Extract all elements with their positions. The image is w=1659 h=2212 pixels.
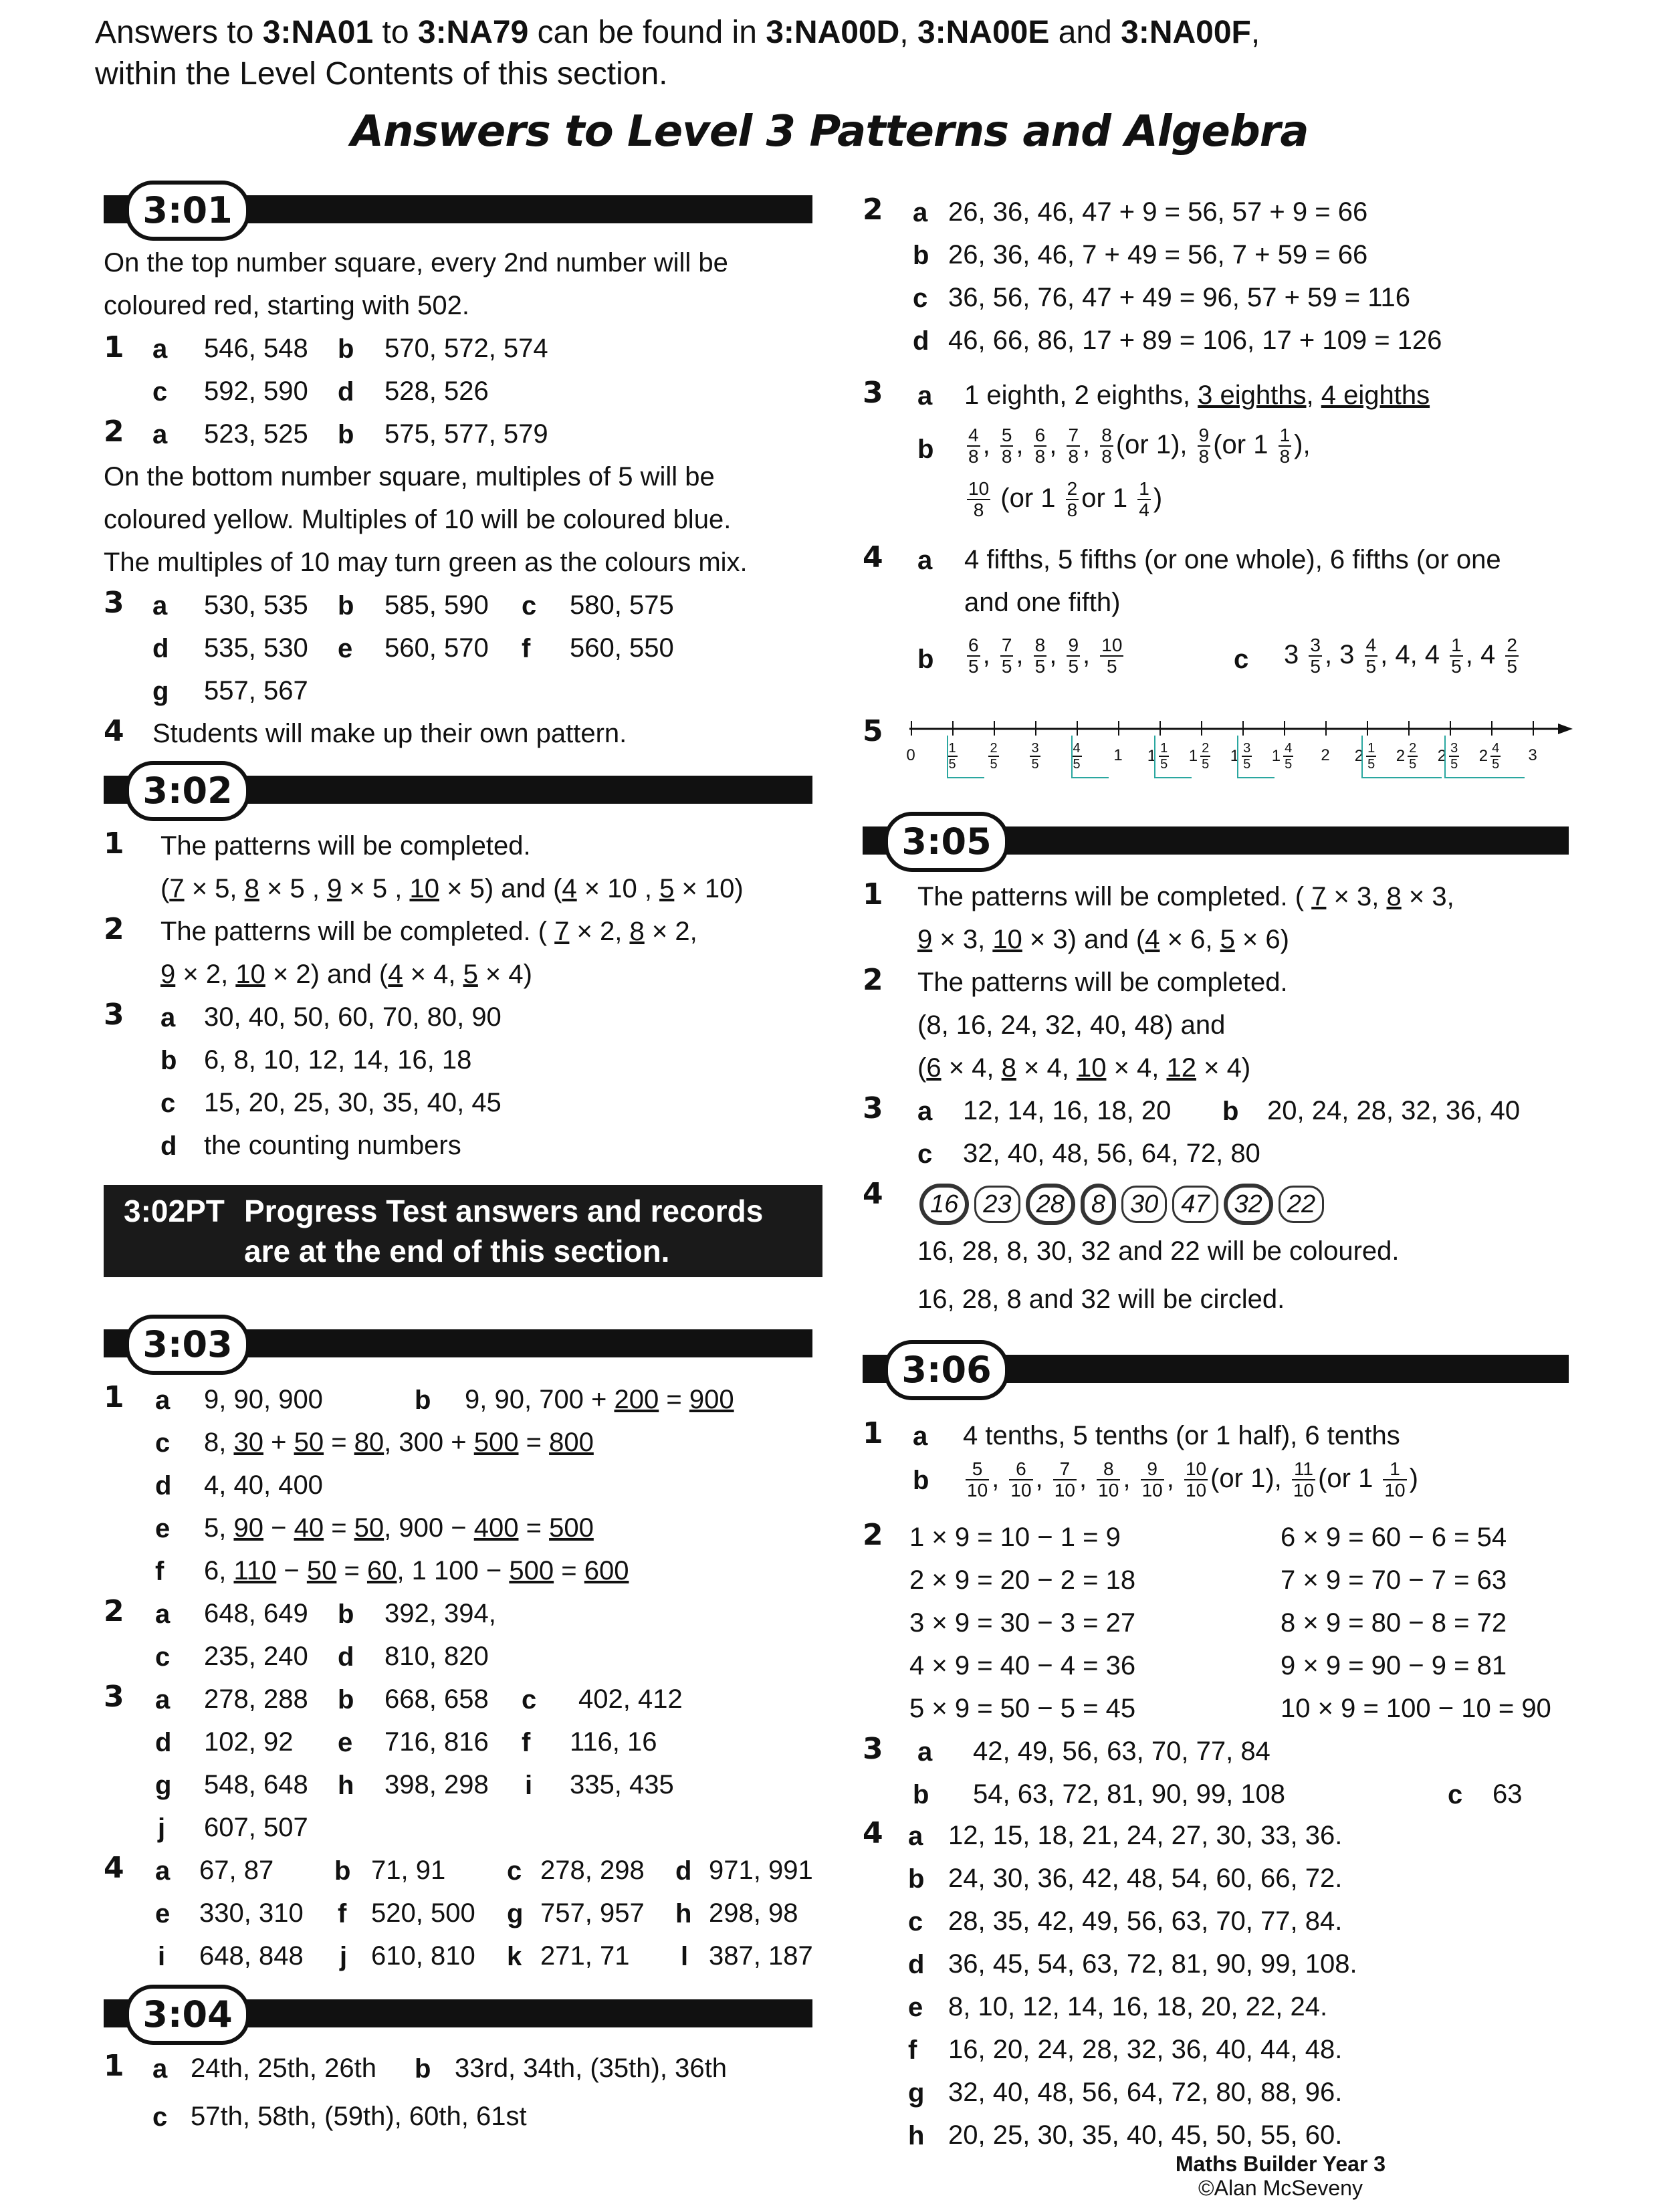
answer: 26, 36, 46, 7 + 49 = 56, 7 + 59 = 66 [948,240,1368,269]
answer: 54, 63, 72, 81, 90, 99, 108 [973,1779,1286,1809]
equation: 7 × 9 = 70 − 7 = 63 [1281,1565,1507,1595]
tick-label: 2 $\frac{3}{5}$ [1437,741,1458,772]
answer: 271, 71 [540,1941,630,1971]
answer: 298, 98 [709,1898,798,1928]
number-oval: 22 [1279,1186,1324,1223]
answer: 20, 24, 28, 32, 36, 40 [1267,1096,1521,1125]
number-oval: 23 [974,1186,1020,1223]
answer: 335, 435 [570,1770,674,1799]
tick [1491,721,1492,736]
intro-text: Answers to [95,15,263,50]
letter: j [340,1942,348,1971]
answer: 546, 548 [204,334,308,363]
answer: 3 $\frac{3}{5}$ , 3 $\frac{4}{5}$ , 4, 4 $\frac{1}{5}$ , 4 $\frac{2}{5}$ [1284,635,1517,677]
answer: $\frac{6}{5}$ , $\frac{7}{5}$ , $\frac{8}{5}$ , $\frac{9}{5}$ , $\frac{10}{5}$ [968,635,1123,677]
answer: $\frac{10}{8}$ (or 1 $\frac{2}{8}$ or 1 $\frac{1}{4}$ ) [968,478,1163,521]
tick [1159,721,1161,736]
question-number: 1 [104,1380,124,1414]
tick [1284,721,1285,736]
equation: 9 × 9 = 90 − 9 = 81 [1281,1651,1507,1680]
answer: 102, 92 [204,1727,294,1757]
section-label: 3:03 [125,1315,250,1375]
tick [1367,721,1368,736]
answer: 580, 575 [570,590,674,620]
question-number: 1 [104,826,124,861]
answer: The patterns will be completed. ( 7 × 3, 8 × 3, [917,882,1454,911]
question-number: 1 [104,330,124,364]
tick [1450,721,1451,736]
letter: a [155,1685,171,1715]
intro-code: 3:NA79 [417,15,529,50]
letter: b [160,1046,177,1075]
equation: 2 × 9 = 20 − 2 = 18 [909,1565,1136,1595]
intro-code: 3:NA00E [917,15,1050,50]
letter: f [522,1728,531,1757]
letter: f [155,1557,164,1586]
letter: c [913,284,928,313]
answer: 330, 310 [199,1898,304,1928]
question-number: 3 [104,998,124,1032]
tick-label: $\frac{1}{5}$ [948,741,956,772]
letter: g [908,2078,925,2108]
answer: $\frac{5}{10}$ , $\frac{6}{10}$ , $\frac{7}{10}$ , $\frac{8}{10}$ , $\frac{9}{10}$ , $\frac{10}{10}$ (or 1), $\frac{11}{10}$ (or 1 $\frac{1}{10}$ ) [967,1458,1418,1501]
answer: 592, 590 [204,376,308,406]
tick-label: $\frac{2}{5}$ [990,741,998,772]
equation: 3 × 9 = 30 − 3 = 27 [909,1608,1136,1638]
letter: a [913,1422,928,1451]
answer: 560, 550 [570,633,674,663]
answer: 116, 16 [570,1727,657,1757]
question-number: 1 [863,877,883,911]
letter: b [908,1864,925,1894]
text-line: The multiples of 10 may turn green as the colours mix. [104,548,748,577]
answer: 560, 570 [384,633,489,663]
letter: a [160,1003,176,1032]
section-label: 3:02 [125,761,250,821]
question-number: 3 [863,1732,883,1766]
answer: (7 × 5, 8 × 5 , 9 × 5 , 10 × 5) and (4 × 10 , 5 × 10) [160,874,744,903]
answer: (8, 16, 24, 32, 40, 48) and [917,1010,1226,1040]
answer: 1 eighth, 2 eighths, 3 eighths, 4 eighths [964,380,1430,410]
letter: e [338,1728,353,1757]
letter: b [917,645,934,674]
letter: d [155,1728,172,1757]
letter: a [155,1386,171,1415]
intro-text: can be found in [528,15,766,50]
tick [1035,721,1036,736]
letter: c [155,1642,171,1672]
answer: 8, 10, 12, 14, 16, 18, 20, 22, 24. [948,1992,1328,2021]
answer: 9 × 2, 10 × 2) and (4 × 4, 5 × 4) [160,960,532,989]
answer: 8, 30 + 50 = 80, 300 + 500 = 800 [204,1428,594,1457]
answer: 9, 90, 900 [204,1385,323,1414]
answer: 32, 40, 48, 56, 64, 72, 80 [963,1139,1260,1168]
answer: 24, 30, 36, 42, 48, 54, 60, 66, 72. [948,1864,1343,1893]
tick [911,721,912,736]
question-number: 4 [863,1177,883,1211]
letter: g [507,1899,524,1928]
highlight-bracket [1444,736,1525,778]
page-title: Answers to Level 3 Patterns and Algebra [350,107,1309,156]
answer: 810, 820 [384,1642,489,1671]
answer: The patterns will be completed. [917,968,1288,997]
letter: c [1448,1780,1463,1809]
answer: the counting numbers [204,1131,461,1160]
letter: a [152,591,168,621]
answer: 32, 40, 48, 56, 64, 72, 80, 88, 96. [948,2078,1343,2107]
answer: 57th, 58th, (59th), 60th, 61st [191,2102,527,2131]
answer: 648, 649 [204,1599,308,1628]
answer: 402, 412 [578,1684,683,1714]
answer: Students will make up their own pattern. [152,719,627,748]
letter: c [1234,645,1249,674]
answer: 607, 507 [204,1813,308,1842]
progress-test-line: are at the end of this section. [244,1234,670,1268]
letter: h [675,1899,692,1928]
answer: 528, 526 [384,376,489,406]
letter: e [908,1993,923,2022]
equation: 10 × 9 = 100 − 10 = 90 [1281,1694,1551,1723]
tick-label: 2 $\frac{4}{5}$ [1478,741,1500,772]
letter: c [917,1139,933,1169]
answer: 392, 394, [384,1599,496,1628]
letter: f [522,634,531,663]
letter: e [155,1514,171,1543]
letter: c [522,591,537,621]
answer: 16, 28, 8 and 32 will be circled. [917,1285,1285,1314]
letter: b [338,1599,354,1629]
letter: b [338,420,354,449]
highlight-bracket [947,736,984,778]
letter: b [415,1386,431,1415]
question-number: 2 [104,1594,124,1628]
section-bar-3-05 [863,820,1569,863]
answer: 235, 240 [204,1642,308,1671]
section-bar-3-06 [863,1349,1569,1391]
tick-label: 1 $\frac{1}{5}$ [1147,741,1168,772]
intro-code: 3:NA00F [1121,15,1251,50]
letter: h [908,2121,925,2150]
tick-label: 1 [1113,746,1123,764]
letter: b [1222,1097,1239,1126]
question-number: 4 [104,1851,124,1885]
number-oval: 28 [1026,1184,1075,1225]
letter: a [152,2054,168,2084]
question-number: 3 [104,586,124,620]
highlight-bracket [1154,736,1192,778]
question-number: 3 [863,1091,883,1125]
letter: j [158,1813,166,1843]
letter: b [334,1856,351,1886]
letter: c [908,1907,923,1937]
letter: a [917,1737,933,1767]
answer: 12, 15, 18, 21, 24, 27, 30, 33, 36. [948,1821,1343,1850]
answer: 575, 577, 579 [384,419,548,449]
letter: l [681,1942,689,1971]
answer: 523, 525 [204,419,308,449]
answer: 9 × 3, 10 × 3) and (4 × 6, 5 × 6) [917,925,1289,954]
intro-text: , [899,15,917,50]
answer: 716, 816 [384,1727,489,1757]
answer: 6, 110 − 50 = 60, 1 100 − 500 = 600 [204,1556,629,1585]
text-line: coloured red, starting with 502. [104,291,469,320]
answer: 67, 87 [199,1856,274,1885]
letter: a [917,381,933,411]
answer: (6 × 4, 8 × 4, 10 × 4, 12 × 4) [917,1053,1251,1083]
tick [1077,721,1078,736]
answer: 71, 91 [371,1856,446,1885]
tick-label: 1 $\frac{2}{5}$ [1188,741,1210,772]
letter: d [675,1856,692,1886]
answer: 535, 530 [204,633,308,663]
letter: b [913,241,929,270]
answer: 12, 14, 16, 18, 20 [963,1096,1172,1125]
question-number: 1 [863,1416,883,1450]
letter: d [908,1950,925,1979]
number-oval: 8 [1081,1184,1116,1225]
question-number: 2 [104,912,124,946]
letter: d [338,1642,354,1672]
text-line: On the top number square, every 2nd number will be [104,248,728,278]
letter: a [155,1599,171,1629]
answer: 757, 957 [540,1898,645,1928]
answer: 398, 298 [384,1770,489,1799]
tick-label: 3 [1528,746,1537,764]
question-number: 4 [863,1816,883,1850]
tick [1201,721,1202,736]
answer: 42, 49, 56, 63, 70, 77, 84 [973,1737,1270,1766]
equation: 6 × 9 = 60 − 6 = 54 [1281,1523,1507,1552]
letter: c [152,2102,168,2132]
answer: 278, 298 [540,1856,645,1885]
answer: and one fifth) [964,588,1121,617]
highlight-bracket [1361,736,1442,778]
letter: e [338,634,353,663]
answer: 4 tenths, 5 tenths (or 1 half), 6 tenths [963,1421,1400,1450]
answer: 585, 590 [384,590,489,620]
answer: 530, 535 [204,590,308,620]
letter: b [913,1780,929,1809]
letter: i [158,1942,166,1971]
highlight-bracket [1071,736,1109,778]
intro-code: 3:NA00D [766,15,900,50]
number-oval: 30 [1121,1186,1167,1223]
answer: 9, 90, 700 + 200 = 900 [465,1385,734,1414]
number-ovals [919,1184,1329,1225]
answer: 610, 810 [371,1941,475,1971]
letter: c [155,1428,171,1458]
answer: 28, 35, 42, 49, 56, 63, 70, 77, 84. [948,1906,1343,1936]
question-number: 3 [104,1680,124,1714]
section-bar-3-02 [104,770,812,812]
letter: f [338,1899,347,1928]
section-label: 3:05 [884,812,1009,872]
tick-label: $\frac{4}{5}$ [1073,741,1081,772]
tick-label: 1 $\frac{4}{5}$ [1271,741,1293,772]
highlight-bracket [1237,736,1275,778]
letter: b [415,2054,431,2084]
tick [994,721,995,736]
answer: 387, 187 [709,1941,813,1971]
answer: 557, 567 [204,676,308,705]
answer: 278, 288 [204,1684,308,1714]
intro-text: to [373,15,418,50]
section-bar-3-03 [104,1323,812,1365]
letter: i [525,1771,533,1800]
intro-line2: within the Level Contents of this section. [95,56,668,92]
number-oval: 16 [919,1184,969,1225]
footer-book: Maths Builder Year 3 [1175,2152,1386,2176]
number-oval: 32 [1224,1184,1273,1225]
tick-label: 1 $\frac{3}{5}$ [1230,741,1251,772]
intro-text: and [1049,15,1121,50]
letter: c [160,1089,176,1118]
letter: c [507,1856,522,1886]
tick-label: 2 [1321,746,1330,764]
progress-test-box [104,1185,822,1277]
tick [952,721,954,736]
answer: 63 [1492,1779,1523,1809]
question-number: 3 [863,376,883,410]
question-number: 2 [104,415,124,449]
answer: 971, 991 [709,1856,813,1885]
tick-label: $\frac{3}{5}$ [1031,741,1039,772]
section-label: 3:01 [125,181,250,241]
answer: 4, 40, 400 [204,1470,323,1500]
answer: The patterns will be completed. [160,831,531,861]
letter: b [338,1685,354,1715]
equation: 4 × 9 = 40 − 4 = 36 [909,1651,1136,1680]
letter: a [152,420,168,449]
intro-text: , [1250,15,1260,50]
letter: e [155,1899,171,1928]
tick [1242,721,1244,736]
tick [1325,721,1327,736]
number-oval: 47 [1172,1186,1218,1223]
intro-code: 3:NA01 [262,15,374,50]
section-bar-3-04 [104,1993,812,2035]
letter: a [908,1821,923,1851]
answer: 548, 648 [204,1770,308,1799]
section-label: 3:06 [884,1340,1009,1400]
answer: 520, 500 [371,1898,475,1928]
answer: 26, 36, 46, 47 + 9 = 56, 57 + 9 = 66 [948,197,1368,227]
letter: d [152,634,169,663]
section-label: 3:04 [125,1985,250,2045]
answer: 33rd, 34th, (35th), 36th [455,2054,727,2083]
letter: d [155,1471,172,1501]
answer: 20, 25, 30, 35, 40, 45, 50, 55, 60. [948,2120,1343,2150]
tick-label: 2 $\frac{1}{5}$ [1354,741,1375,772]
tick [1408,721,1410,736]
answer: 648, 848 [199,1941,304,1971]
answer: 5, 90 − 40 = 50, 900 − 400 = 500 [204,1513,594,1543]
equation: 5 × 9 = 50 − 5 = 45 [909,1694,1136,1723]
letter: d [338,377,354,407]
letter: b [338,334,354,364]
question-number: 2 [863,1518,883,1552]
question-number: 1 [104,2049,124,2083]
footer-author: ©Alan McSeveny [1198,2176,1363,2200]
letter: d [160,1131,177,1161]
progress-test-code: 3:02PT [124,1194,225,1228]
answer: 46, 66, 86, 17 + 89 = 106, 17 + 109 = 126 [948,326,1442,355]
question-number: 4 [863,540,883,574]
question-number: 5 [863,714,883,748]
answer: 36, 45, 54, 63, 72, 81, 90, 99, 108. [948,1949,1357,1979]
tick-label: 2 $\frac{2}{5}$ [1396,741,1417,772]
letter: g [152,677,169,706]
answer: $\frac{4}{8}$ , $\frac{5}{8}$ , $\frac{6}{8}$ , $\frac{7}{8}$ , $\frac{8}{8}$ (or 1), $\frac{9}{8}$ (or 1 $\frac{1}{8}$ ), [968,425,1311,467]
question-number: 2 [863,963,883,997]
letter: c [522,1685,537,1715]
letter: c [152,377,168,407]
answer: 668, 658 [384,1684,489,1714]
answer: 15, 20, 25, 30, 35, 40, 45 [204,1088,502,1117]
tick-label: 0 [906,746,915,764]
tick [1533,721,1534,736]
answer: 24th, 25th, 26th [191,2054,377,2083]
letter: d [913,326,929,356]
intro [95,12,1593,95]
letter: f [908,2035,917,2065]
answer: 570, 572, 574 [384,334,548,363]
letter: k [507,1942,522,1971]
letter: g [155,1771,172,1800]
answer: 16, 28, 8, 30, 32 and 22 will be coloured. [917,1236,1400,1266]
answer: 30, 40, 50, 60, 70, 80, 90 [204,1002,502,1032]
answer: 4 fifths, 5 fifths (or one whole), 6 fifths (or one [964,545,1501,574]
answer: 36, 56, 76, 47 + 49 = 96, 57 + 59 = 116 [948,283,1410,312]
letter: a [152,334,168,364]
equation: 8 × 9 = 80 − 8 = 72 [1281,1608,1507,1638]
text-line: On the bottom number square, multiples of 5 will be [104,462,715,491]
letter: a [913,198,928,227]
section-bar-3-01 [104,189,812,231]
question-number: 2 [863,193,883,227]
letter: b [338,591,354,621]
text-line: coloured yellow. Multiples of 10 will be coloured blue. [104,505,732,534]
letter: a [917,1097,933,1126]
letter: h [338,1771,354,1800]
letter: a [155,1856,171,1886]
answer: 16, 20, 24, 28, 32, 36, 40, 44, 48. [948,2035,1343,2064]
letter: b [917,435,934,464]
equation: 1 × 9 = 10 − 1 = 9 [909,1523,1121,1552]
question-number: 4 [104,714,124,748]
answer: The patterns will be completed. ( 7 × 2, 8 × 2, [160,917,697,946]
tick [1118,721,1119,736]
letter: b [913,1466,929,1495]
progress-test-line: Progress Test answers and records [244,1194,764,1228]
answer: 6, 8, 10, 12, 14, 16, 18 [204,1045,472,1075]
letter: a [917,546,933,575]
